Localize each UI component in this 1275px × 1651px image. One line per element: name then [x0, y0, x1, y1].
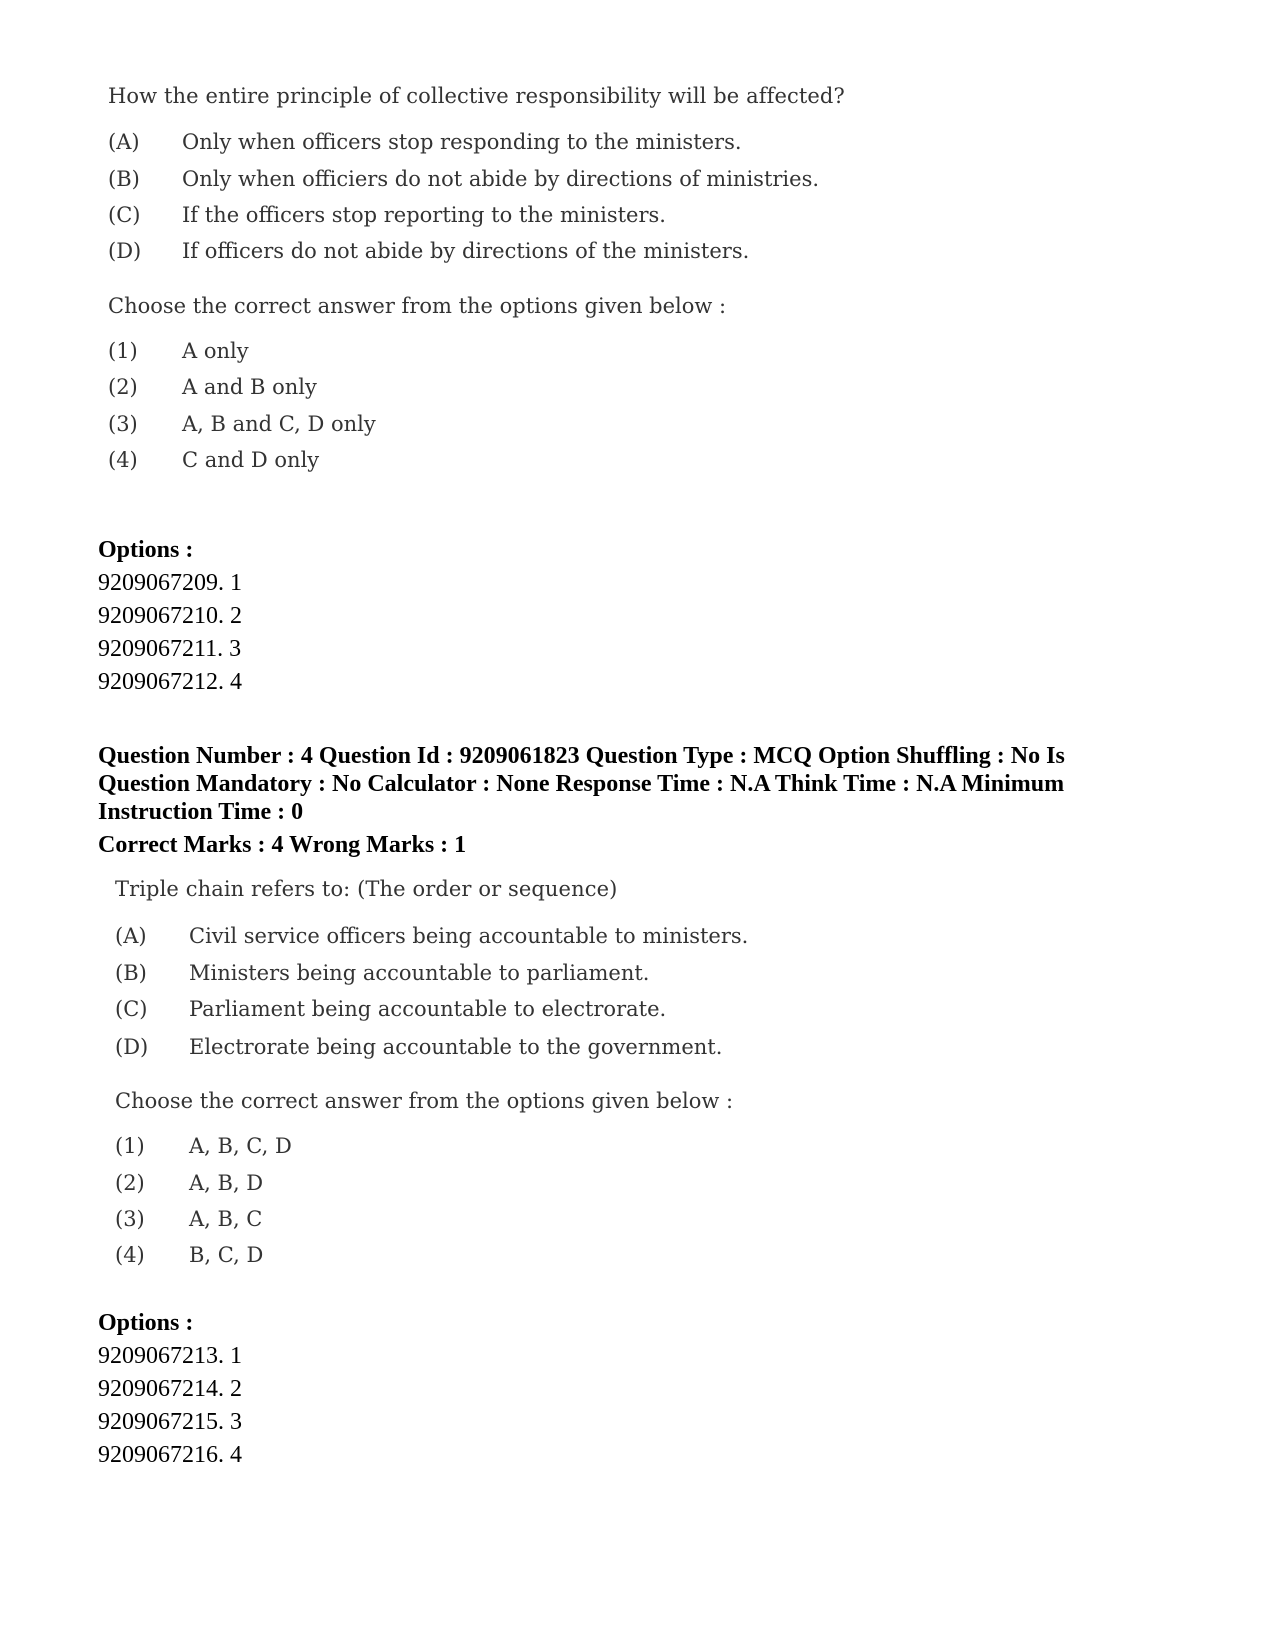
question-marks: Correct Marks : 4 Wrong Marks : 1 [98, 832, 467, 858]
option-item: 9209067214. 2 [98, 1376, 242, 1402]
option-item: 9209067211. 3 [98, 636, 242, 662]
question-meta-line: Question Mandatory : No Calculator : None Response Time : N.A Think Time : N.A Minimum [98, 771, 1065, 797]
choice-text: B, C, D [189, 1243, 264, 1267]
statement-label: (D) [115, 1035, 149, 1059]
statement-label: (C) [108, 203, 141, 227]
options-heading: Options : [98, 1310, 194, 1336]
choice-label: (2) [108, 375, 138, 399]
choice-label: (3) [108, 412, 138, 436]
choice-text: A, B, C [189, 1207, 263, 1231]
choice-text: A only [182, 339, 249, 363]
statement-text: Only when officers stop responding to the ministers. [182, 130, 742, 154]
question-meta-line: Instruction Time : 0 [98, 799, 304, 825]
option-item: 9209067213. 1 [98, 1343, 242, 1369]
question-meta-line: Question Number : 4 Question Id : 9209061823 Question Type : MCQ Option Shuffling : No Is [98, 743, 1065, 769]
option-item: 9209067216. 4 [98, 1442, 242, 1468]
statement-text: Parliament being accountable to electrorate. [189, 997, 667, 1021]
option-item: 9209067215. 3 [98, 1409, 242, 1435]
question-meta [98, 742, 1188, 826]
question-stem: How the entire principle of collective responsibility will be affected? [108, 84, 845, 108]
statement-label: (D) [108, 239, 142, 263]
option-item: 9209067210. 2 [98, 603, 242, 629]
choice-text: C and D only [182, 448, 320, 472]
statement-text: Civil service officers being accountable to ministers. [189, 924, 749, 948]
option-item: 9209067209. 1 [98, 570, 242, 596]
choice-label: (2) [115, 1171, 145, 1195]
choice-text: A and B only [182, 375, 317, 399]
statement-text: If the officers stop reporting to the ministers. [182, 203, 666, 227]
statement-label: (B) [108, 167, 140, 191]
choice-text: A, B, D [189, 1171, 264, 1195]
choice-label: (1) [115, 1134, 145, 1158]
statement-label: (A) [115, 924, 147, 948]
choice-label: (4) [108, 448, 138, 472]
statement-text: Only when officiers do not abide by directions of ministries. [182, 167, 820, 191]
choice-label: (3) [115, 1207, 145, 1231]
choice-label: (4) [115, 1243, 145, 1267]
statement-label: (A) [108, 130, 140, 154]
choose-instruction: Choose the correct answer from the options given below : [108, 294, 727, 318]
statement-text: If officers do not abide by directions of the ministers. [182, 239, 750, 263]
choice-text: A, B and C, D only [182, 412, 376, 436]
statement-label: (B) [115, 961, 147, 985]
statement-text: Electrorate being accountable to the government. [189, 1035, 723, 1059]
statement-label: (C) [115, 997, 148, 1021]
statement-text: Ministers being accountable to parliament. [189, 961, 650, 985]
options-heading: Options : [98, 537, 194, 563]
question-stem: Triple chain refers to: (The order or sequence) [115, 877, 618, 901]
option-item: 9209067212. 4 [98, 669, 242, 695]
choice-label: (1) [108, 339, 138, 363]
choice-text: A, B, C, D [189, 1134, 292, 1158]
choose-instruction: Choose the correct answer from the options given below : [115, 1089, 734, 1113]
